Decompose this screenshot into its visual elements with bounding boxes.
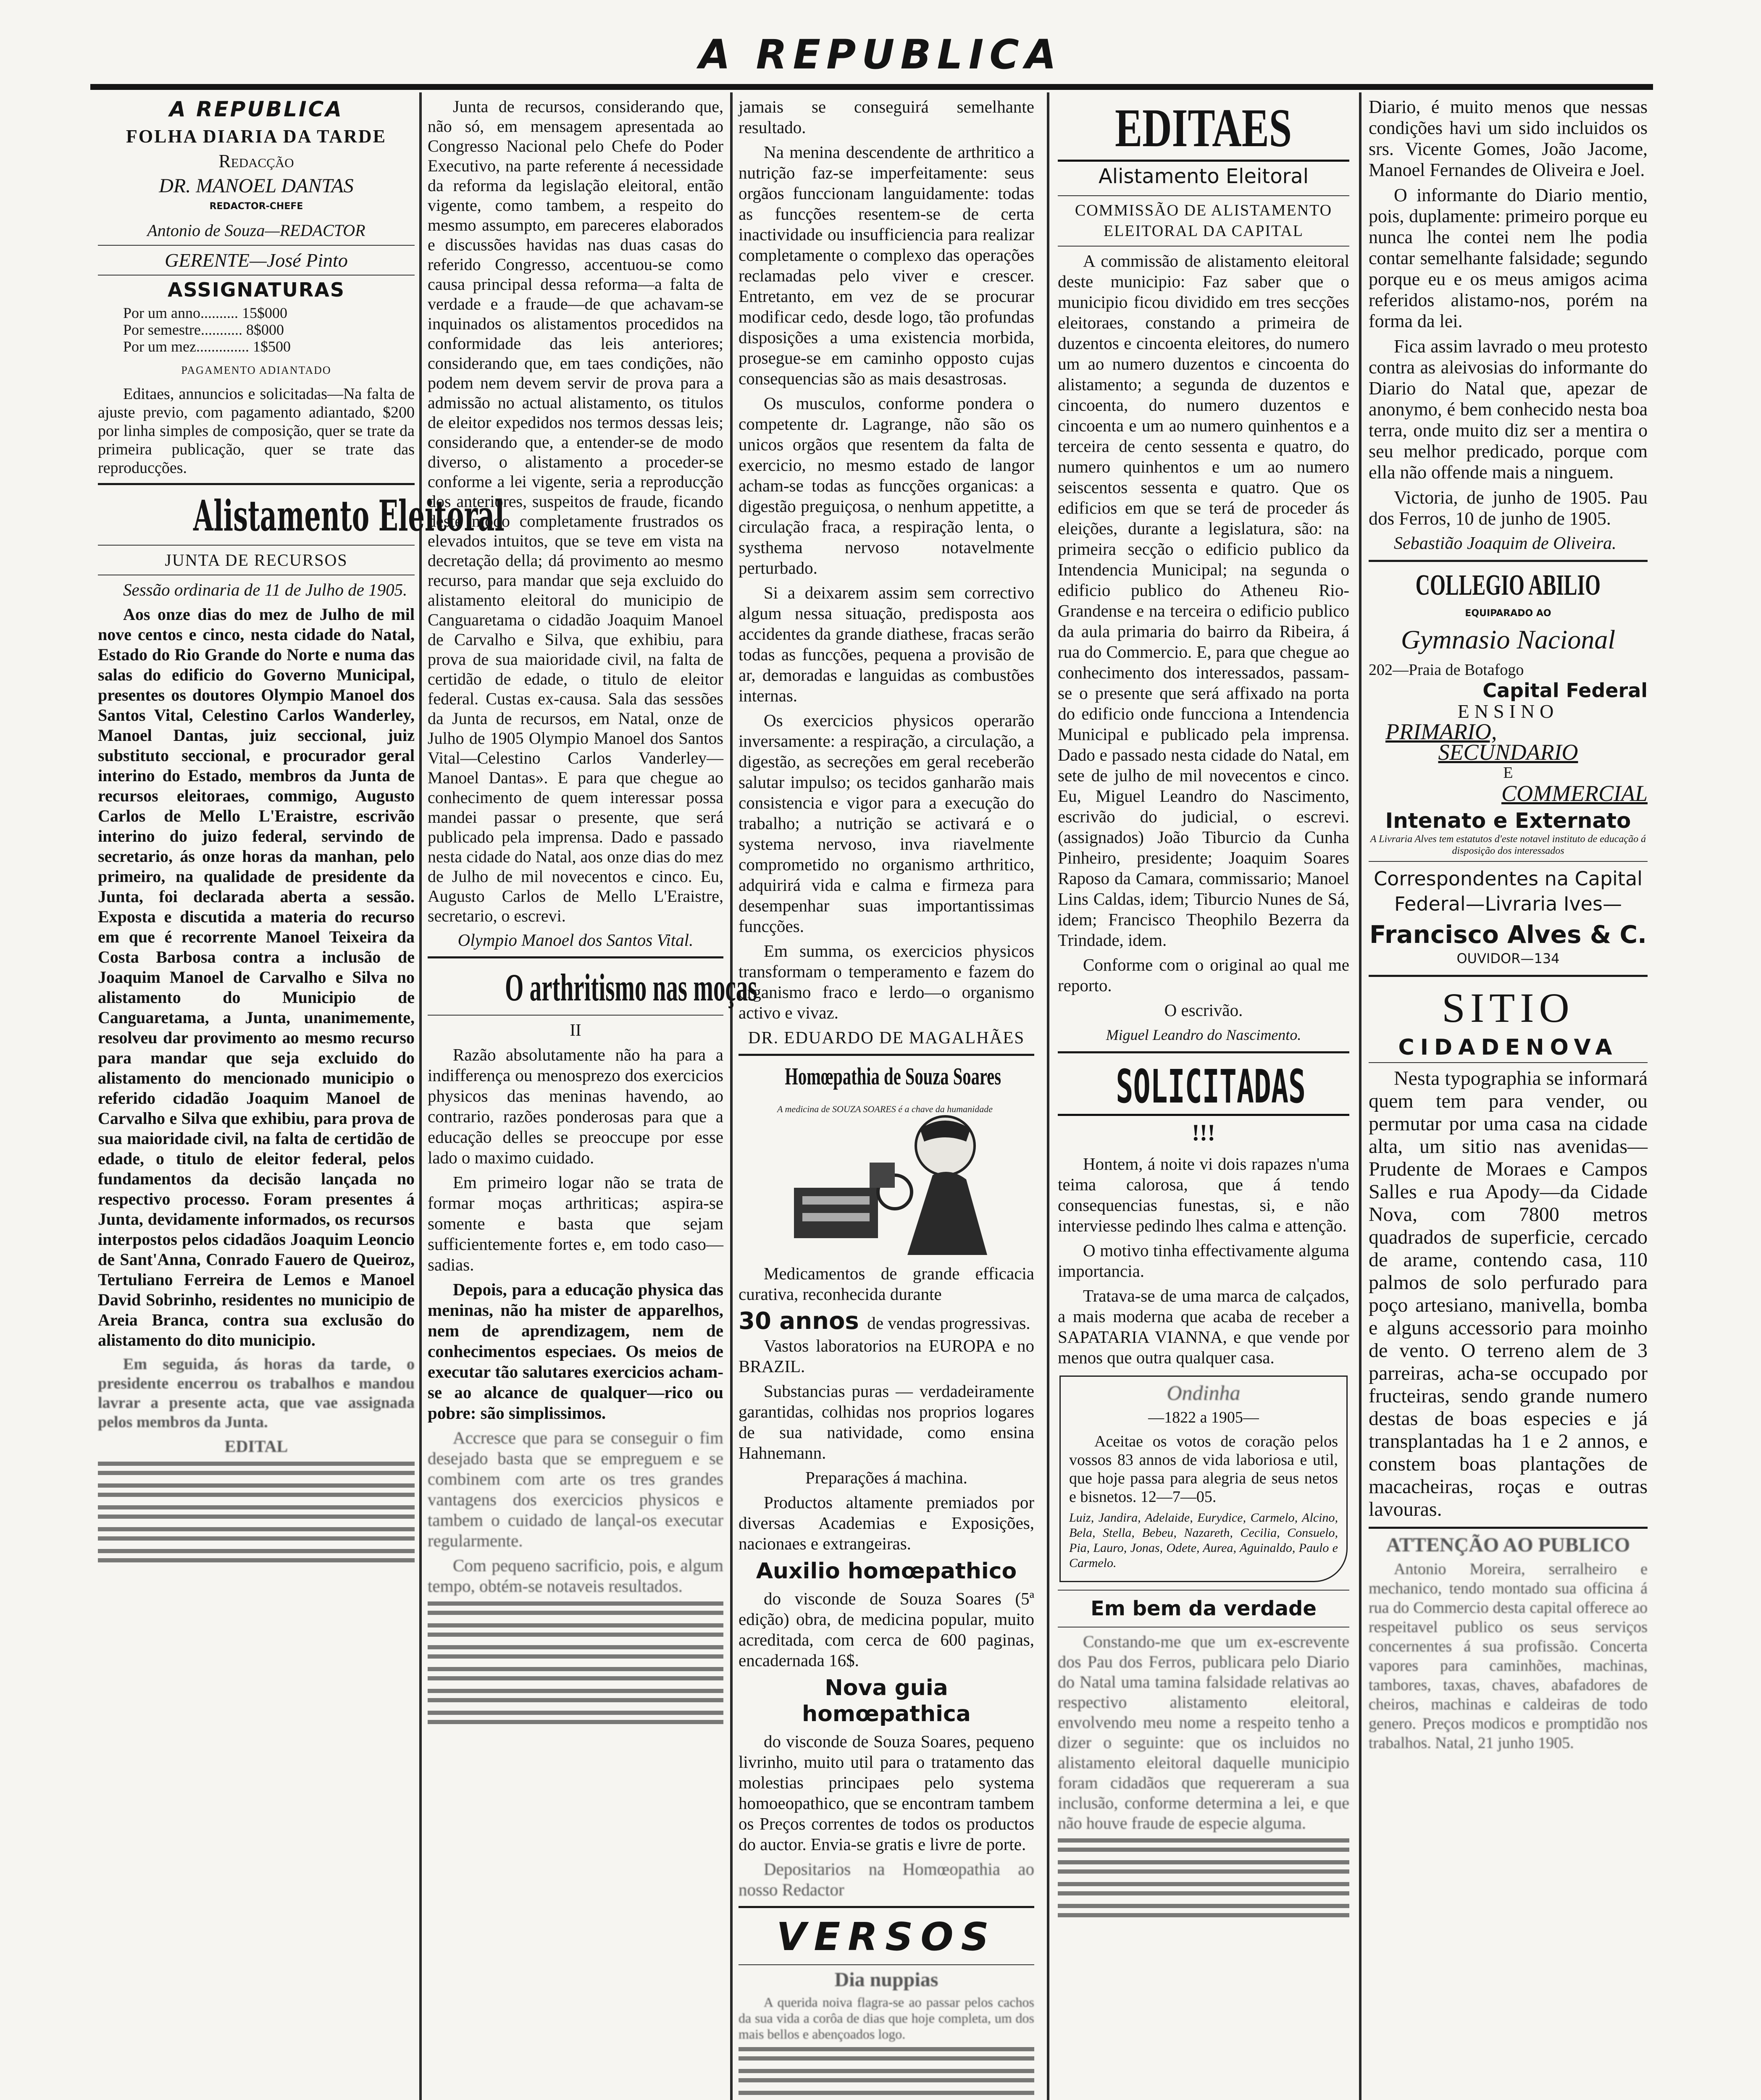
subscription-rate: Por um anno.......... 15$000 — [123, 304, 287, 321]
edital-body: A commissão de alistamento eleitoral deste municipio: Faz saber que o municipio ficou dividido em tres secções eleitoraes, constando a primeira de duzentos e cincoenta eleitores, do numero um ao numero duzentos e cincoenta do alistamento; a segunda de duzentos e cincoenta, do numero duzentos e cincoenta e um ao numero quinhentos e a terceira de cento sessenta e quatro, do numero quinhentos e um ao numero seiscentos sessenta e quatro. Que os edificios em que se terá de proceder ás eleições, durante a legislatura, são: na primeira secção o edificio publico da Intendencia Municipal; na segunda o edificio publico do Atheneu Rio-Grandense e na terceira o edificio publico da aula primaria do bairro da Ribeira, á rua do Commercio. E, para que chegue ao conhecimento dos interessados, passam-se o presente que será affixado na porta do edificio onde funcciona a Intendencia Municipal e publicado pela imprensa. Dado e passado nesta cidade do Natal, em sete de julho de mil novecentos e cinco. Eu, Miguel Leandro do Nascimento, escrivão do judicial, o escrevi. (assignados) João Tiburcio da Cunha Pinheiro, presidente; Joaquim Soares Raposo da Camara, commissario; Manoel Lins Caldas, idem; Tiburcio Nunes de Sá, idem; Francisco Theophilo Bezerra da Trindade, idem. — [1058, 251, 1349, 950]
column-4 — [1050, 97, 1357, 2100]
tribute-dates: —1822 a 1905— — [1148, 1409, 1259, 1426]
divider — [98, 545, 415, 546]
payment-note: PAGAMENTO ADIANTADO — [181, 364, 331, 376]
redaccao-label: Redacção — [218, 151, 294, 171]
solicitadas-title: SOLICITADAS — [1058, 1059, 1349, 1116]
college-secundario: SECUNDARIO — [1438, 740, 1578, 765]
homeopathy-illustration — [769, 1095, 1004, 1259]
verdade-body: Constando-me que um ex-escrevente dos Pau dos Ferros, publicara pelo Diario do Natal uma tamina falsidade relativas ao respectivo alistamento eleitoral, envolvendo meu nome a respeito tenho a dizer o seguinte: que os incluidos no alistamento eleitoral daquelle municipio foram cidadãos que requereram a sua inclusão, conforme determina a lei, e que não houve fraude de especie alguma. — [1058, 1632, 1349, 1832]
editaes-subtitle: Alistamento Eleitoral — [1098, 165, 1309, 188]
smudged-text — [1058, 1860, 1349, 1877]
versos-title: VERSOS — [776, 1914, 996, 1959]
paper-subtitle: FOLHA DIARIA DA TARDE — [126, 126, 387, 147]
sitio-body: Nesta typographia se informará quem tem para vender, ou permutar por uma casa na cidade alta, um sitio nas avenidas—Prudente de Moraes e Campos Salles e rua Apody—da Cidade Nova, com 7800 metros quadrados de superficie, cercado de arame, contendo casa, 110 palmos de solo perfurado para poço artesiano, manivella, bomba e alguns accessorio para moinho de vento. O terreno alem de 3 parreiras, acha-se occupado por fructeiras, sendo grande numero destas de boas especies e já transplantadas ha 1 e 2 annos, e constem boas plantações de macacheiras, roças e outras lavouras. — [1369, 1067, 1648, 1520]
editor-role: REDACTOR-CHEFE — [209, 201, 303, 212]
ad-text: Medicamentos de grande efficacia curativa, reconhecida durante — [739, 1264, 1034, 1304]
college-commercial: COMMERCIAL — [1501, 781, 1648, 806]
tribute-title: Ondinha — [1167, 1381, 1241, 1404]
smudged-text — [1058, 1882, 1349, 1899]
divider — [1058, 1627, 1349, 1628]
ad-text: Substancias puras — verdadeiramente garantidas, colhidas nos proprios logares de sua natividade, como ensina Hahnemann. — [739, 1381, 1034, 1462]
illustration-caption: A medicina de SOUZA SOARES é a chave da humanidade — [777, 1104, 993, 1114]
divider — [1058, 1051, 1349, 1053]
divider — [98, 483, 415, 485]
divider — [739, 1906, 1034, 1908]
smudged-text — [428, 1711, 723, 1727]
edital-body: Conforme com o original ao qual me reporto. — [1058, 955, 1349, 995]
francisco-alves: Francisco Alves & C. — [1369, 920, 1647, 949]
smudged-text — [428, 1601, 723, 1618]
column-divider — [1047, 92, 1049, 2100]
tribute-names: Luiz, Jandira, Adelaide, Eurydice, Carmelo, Alcino, Bela, Stella, Bebeu, Nazareth, Cecilia, Consuelo, Pia, Lauro, Jonas, Odete, Aurea, Aguinaldo, Paulo e Carmelo. — [1069, 1511, 1338, 1570]
paper-name: A REPUBLICA — [169, 97, 343, 121]
college-ensino: ENSINO — [1457, 701, 1559, 722]
exclamation-marks: !!! — [1192, 1120, 1215, 1146]
college-address: 202—Praia de Botafogo — [1369, 661, 1524, 679]
article-body: Diario, é muito menos que nessas condições havi um sido incluidos os srs. Vicente Gomes, João Jacome, Manoel Fernandes de Oliveira e Joel. — [1369, 97, 1648, 180]
escrivao-name: Miguel Leandro do Nascimento. — [1106, 1026, 1301, 1043]
article-title: O arthritismo nas moças — [505, 966, 757, 1009]
smudged-text — [428, 1689, 723, 1706]
column-5 — [1361, 97, 1655, 2100]
divider — [1369, 975, 1648, 977]
smudged-text — [1058, 1904, 1349, 1921]
section-title: Alistamento Eleitoral — [193, 491, 505, 541]
versos-subtitle: Dia nuppias — [834, 1969, 938, 1991]
escrivao-label: O escrivão. — [1164, 1000, 1243, 1020]
divider — [1058, 246, 1349, 247]
article-body: Razão absolutamente não ha para a indifferença ou menosprezo dos exercicios physicos das meninas havendo, ao contrario, razões ponderosas para que a educação delles se preoccupe por esse lado o maximo cuidado. — [428, 1045, 723, 1167]
ad-years: 30 annos de vendas progressivas. — [739, 1307, 1030, 1335]
ad-text: Preparações á machina. — [805, 1468, 967, 1487]
solicitada-body: Tratava-se de uma marca de calçados, a mais moderna que acaba de receber a SAPATARIA VIANNA, e que vende por menos que outra qualquer casa. — [1058, 1286, 1349, 1367]
divider — [428, 1015, 723, 1016]
divider — [739, 1964, 1034, 1965]
article-body: Si a deixarem assim sem correctivo algum nessa situação, predisposta aos accidentes da grande diathese, fracas serão todas as funcções, pequena a provisão de ar, demoradas e languidas as combustões internas. — [739, 583, 1034, 705]
college-primario: PRIMARIO, — [1385, 719, 1497, 744]
redactor-line: Antonio de Souza—REDACTOR — [147, 221, 365, 240]
smudged-text — [428, 1667, 723, 1684]
college-equip: EQUIPARADO AO — [1465, 608, 1551, 619]
ad-heading: Auxilio homœpathico — [756, 1559, 1017, 1584]
column-1 — [90, 97, 505, 2100]
college-intenato: Intenato e Externato — [1385, 808, 1631, 833]
subscription-rate: Por um mez.............. 1$500 — [123, 338, 291, 355]
section-subtitle: JUNTA DE RECURSOS — [165, 551, 348, 570]
ad-text: Productos altamente premiados por diversas Academias e Exposições, nacionaes e extrangeiras. — [739, 1493, 1034, 1553]
article-body: Os exercicios physicos operarão inversamente: a respiração, a circulação, a digestão, as secreções em geral receberão salutar impulso; os tecidos ganharão mais consistencia e vigor para a execução do trabalho; a nutrição se activará e o systema nervoso, inva riavelmente comprometido no organismo arthritico, adquirirá vida e calma e firmeza para desempenhar suas importantissimas funcções. — [739, 711, 1034, 936]
tribute-frame — [1059, 1376, 1348, 1582]
committee-name: COMMISSÃO DE ALISTAMENTO ELEITORAL DA CAPITAL — [1075, 202, 1333, 240]
article-body: Na menina descendente de arthritico a nutrição faz-se imperfeitamente: seus orgãos funccionam languidamente: todas as funcções resentem-se de certa inactividade ou insufficiencia para realizar completamente o complexo das operações reclamadas pelo viver e crescer. Entretanto, em vez de se procurar modificar cedo, desde logo, tão profundas disposições a uma existencia morbida, prosegue-se em caminho opposto cujas consequencias são as mais desastrosas. — [739, 142, 1034, 388]
divider — [739, 1054, 1034, 1056]
article-body: O informante do Diario mentio, pois, duplamente: primeiro porque eu nunca lhe contei nem lhe podia contar semelhante falsidade; segundo porque eu e os meus amigos acima referidos alistamo-nos, porém na forma da lei. — [1369, 185, 1648, 331]
sitio-title: SITIO — [1442, 984, 1574, 1031]
divider — [1058, 1590, 1349, 1591]
article-body: Os musculos, conforme pondera o competente dr. Lagrange, não são os unicos orgãos que resentem da falta de exercicio, no mesmo estado de langor acham-se todas as funcções organicas: a digestão preguiçosa, o nenhum appetitte, a circulação fraca, a respiração lenta, o systhema nervoso notavelmente perturbado. — [739, 394, 1034, 578]
tribute-body: Aceitae os votos de coração pelos vossos 83 annos de vida laboriosa e util, que hoje passa para alegria de seus netos e bisnetos. 12—7—05. — [1069, 1433, 1338, 1506]
session-line: Sessão ordinaria de 11 de Julho de 1905. — [123, 580, 407, 599]
college-capital: Capital Federal — [1482, 679, 1648, 702]
signature: Olympio Manoel dos Santos Vital. — [457, 930, 694, 950]
article-body: Victoria, de junho de 1905. Pau dos Ferros, 10 de junho de 1905. — [1369, 487, 1648, 529]
smudged-text — [428, 1623, 723, 1640]
smudged-text — [739, 2069, 1034, 2086]
divider — [98, 245, 415, 246]
masthead-rule — [90, 84, 1653, 90]
smudged-text — [739, 2047, 1034, 2064]
divider — [1369, 1527, 1648, 1529]
divider — [98, 275, 415, 276]
divider — [428, 956, 723, 958]
solicitada-body: Hontem, á noite vi dois rapazes n'uma teima calorosa, que á tendo consequencias funestas, si, e não interviesse pedindo lhes calma e attenção. — [1058, 1154, 1349, 1235]
editaes-title: EDITAES — [1058, 97, 1349, 162]
article-body: Em summa, os exercicios physicos transformam o temperamento e fazem do organismo fraco e lerdo—o organismo activo e vivaz. — [739, 941, 1034, 1022]
divider — [1369, 560, 1648, 562]
article-body: Depois, para a educação physica das meninas, não ha mister de apparelhos, nem de aprendizagem, nem de conhecimentos especiaes. Os meios de executar tão salutares exercicios acham-se ao alcance de qualquer—rico ou pobre: são simplissimos. — [428, 1280, 723, 1423]
ad-title: Homœpathia de Souza Soares — [785, 1063, 1001, 1090]
smudged-text — [98, 1527, 415, 1544]
correspondentes: Correspondentes na Capital Federal—Livraria Ives— — [1374, 867, 1643, 915]
solicitada-body: O motivo tinha effectivamente alguma importancia. — [1058, 1241, 1349, 1281]
subscriptions-title: ASSIGNATURAS — [167, 278, 345, 301]
college-e: E — [1503, 764, 1513, 782]
article-body: Fica assim lavrado o meu protesto contra as aleivosias do informante do Diario do Natal que, apezar de anonymo, é bem conhecido nesta boa terra, onde muito diz ser a mentira o seu melhor predicado, porque com ella não offende mais a ninguem. — [1369, 336, 1648, 483]
masthead — [0, 25, 1761, 84]
ad-text: do visconde de Souza Soares (5ª edição) obra, de medicina popular, muito acreditada, com cerca de 600 paginas, encadernada 16$. — [739, 1589, 1034, 1670]
college-gymnasium: Gymnasio Nacional — [1401, 625, 1616, 654]
article-body-faded: Com pequeno sacrificio, pois, e algum tempo, obtém-se notaveis resultados. — [428, 1556, 723, 1596]
ad-text: Vastos laboratorios na EUROPA e no BRAZIL. — [739, 1336, 1034, 1376]
smudged-text — [98, 1462, 415, 1478]
versos-text: A querida noiva flagra-se ao passar pelos cachos da sua vida a corôa de dias que hoje completa, um dos mais bellos e abençoados logo. — [739, 1995, 1034, 2042]
signature: Sebastião Joaquim de Oliveira. — [1394, 534, 1616, 553]
ouvidor: OUVIDOR—134 — [1456, 950, 1560, 966]
article-number: II — [570, 1020, 581, 1040]
college-note: A Livraria Alves tem estatutos d'este notavel instituto de educação á disposição dos interessados — [1370, 834, 1646, 856]
column-3 — [731, 97, 1042, 2100]
verdade-title: Em bem da verdade — [1091, 1597, 1317, 1620]
smudged-text — [98, 1483, 415, 1500]
manager-line: GERENTE—José Pinto — [165, 249, 348, 271]
author: DR. EDUARDO DE MAGALHÃES — [748, 1028, 1025, 1047]
attention-body: Antonio Moreira, serralheiro e mechanico, tendo montado sua officina á rua do Commercio desta capital offerece ao respeitavel publico os seus serviços concernentes á sua profissão. Concerta vapores para caminhões, machinas, tambores, taxas, chaves, abafadores de cheiros, machinas e caldeiras de todo genero. Preços modicos e promptidão nos trabalhos. Natal, 21 junho 1905. — [1369, 1560, 1648, 1752]
faded-heading: EDITAL — [224, 1437, 288, 1456]
article-body-faded: Accresce que para se conseguir o fim desejado basta que se empreguem e se combinem com arte os tres grandes vantagens dos exercicios physicos e tambem o cuidado de lançal-os executar regularmente. — [428, 1428, 723, 1550]
smudged-text — [428, 1645, 723, 1662]
article-body: Em primeiro logar não se trata de formar moças arthriticas; aspira-se somente e basta que sejam sufficientemente fortes e, em todo caso—sadias. — [428, 1173, 723, 1274]
cidadenova: CIDADENOVA — [1398, 1035, 1618, 1060]
ad-text: Depositarios na Homœopathia ao nosso Redactor — [739, 1859, 1034, 1899]
column-2 — [420, 97, 757, 2100]
resolution-body: Junta de recursos, considerando que, não só, em mensagem apresentada ao Congresso Nacional pelo Chefe do Poder Executivo, na parte referente á necessidade da reforma da legislação eleitoral, então vigente, como tambem, a respeito do mesmo assumpto, em pareceres elaborados e discussões havidas nas duas casas do referido Congresso, accentuou-se como causa principal dessa reforma—a falta de verdade e a fraude—de que achavam-se inquinados os alistamentos procedidos na conformidade das leis anteriores; considerando que, em taes condições, não podem nem devem servir de prova para a admissão no actual alistamento, os titulos de eleitor expedidos nos termos dessas leis; considerando que, a entender-se de modo diverso, o alistamento a proceder-se conforme a lei vigente, seria a reproducção dos anteriores, suspeitos de fraude, ficando deste modo completamente frustrados os elevados intuitos, que se teve em vista na decretação della; dá provimento ao mesmo recurso, para mandar que seja excluido do alistamento eleitoral do municipio de Canguaretama o cidadão Joaquim Manoel de Carvalho e Silva, que exhibiu, para prova de sua maioridade civil, na falta de certidão de edade, o titulo de eleitor federal. Custas ex-causa. Sala das sessões da Junta de recursos, em Natal, onze de Julho de 1905 Olympio Manoel dos Santos Vital—Celestino Carlos Vanderley—Manoel Dantas». E para que chegue ao conhecimento de quem interessar possa mandei passar o presente, que será publicado pela imprensa. Dado e passado nesta cidade do Natal, aos onze dias do mez de Julho de mil novecentos e cinco. Eu, Augusto Carlos de Mello L'Eraistre, secretario, o escrevi. — [428, 97, 723, 925]
divider — [1369, 1062, 1648, 1063]
smudged-text — [98, 1505, 415, 1522]
divider — [1369, 861, 1648, 862]
college-title: COLLEGIO ABILIO — [1415, 569, 1601, 601]
ad-heading: Nova guia homœpathica — [802, 1675, 971, 1727]
smudged-text — [98, 1549, 415, 1566]
article-body-faded: Em seguida, ás horas da tarde, o presidente encerrou os trabalhos e mandou lavrar a presente acta, que vae assignada pelos membros da Junta. — [98, 1355, 415, 1431]
attention-title: ATTENÇÃO AO PUBLICO — [1386, 1534, 1630, 1556]
subscription-rate: Por semestre........... 8$000 — [123, 321, 284, 338]
divider — [1058, 195, 1349, 196]
ads-notice: Editaes, annuncios e solicitadas—Na falta de ajuste previo, com pagamento adiantado, $200 por linha simples de composição, quer se trate da primeira publicação, quer se trate das reproducções. — [98, 385, 415, 477]
smudged-text — [739, 2091, 1034, 2100]
smudged-text — [1058, 1838, 1349, 1855]
article-body: Aos onze dias do mez de Julho de mil nove centos e cinco, nesta cidade do Natal, Estado do Rio Grande do Norte e numa das salas do edificio do Governo Municipal, presentes os doutores Olympio Manoel dos Santos Vital, Celestino Carlos Wanderley, Manoel Dantas, juiz seccional, juiz substituto seccional, e procurador geral interino do Estado, membros da Junta de recursos eleitoraes, commigo, Augusto Carlos de Mello L'Eraistre, escrivão interino do juizo federal, servindo de secretario, ás onze horas da manhan, pelo primeiro, na qualidade de presidente da Junta, foi declarada aberta a sessão. Exposta e discutida a materia do recurso em que é recorrente Manoel Teixeira da Costa Barbosa contra a inclusão de Joaquim Manoel de Carvalho e Silva no alistamento do Municipio de Canguaretama, a Junta, unanimemente, resolveu dar provimento ao mesmo recurso para mandar que seja excluido do alistamento do mencionado municipio o referido cidadão Joaquim Manoel de Carvalho e Silva que exhibiu, para prova de sua maioridade civil, na falta de certidão de edade, o titulo de eleitor federal, pelos fundamentos da decisão lançada no respectivo processo. Foram presentes á Junta, devidamente informados, os recursos interpostos pelos cidadãos Joaquim Leoncio de Sant'Anna, Conrado Fauero de Queiroz, Tertuliano Ferreira de Lemos e Manoel David Sobrinho, residentes no municipio de Areia Branca, contra sua exclusão do alistamento do dito municipio. — [98, 605, 415, 1349]
article-body: jamais se conseguirá semelhante resultado. — [739, 97, 1034, 137]
ad-text: do visconde de Souza Soares, pequeno livrinho, muito util para o tratamento das molestias principaes pelo systema homoeopathico, que se encontram tambem os Preços correntes de todos os productos do auctor. Envia-se gratis e livre de porte. — [739, 1732, 1034, 1854]
editor-name: DR. MANOEL DANTAS — [159, 175, 354, 197]
masthead-title: A REPUBLICA — [699, 31, 1062, 78]
